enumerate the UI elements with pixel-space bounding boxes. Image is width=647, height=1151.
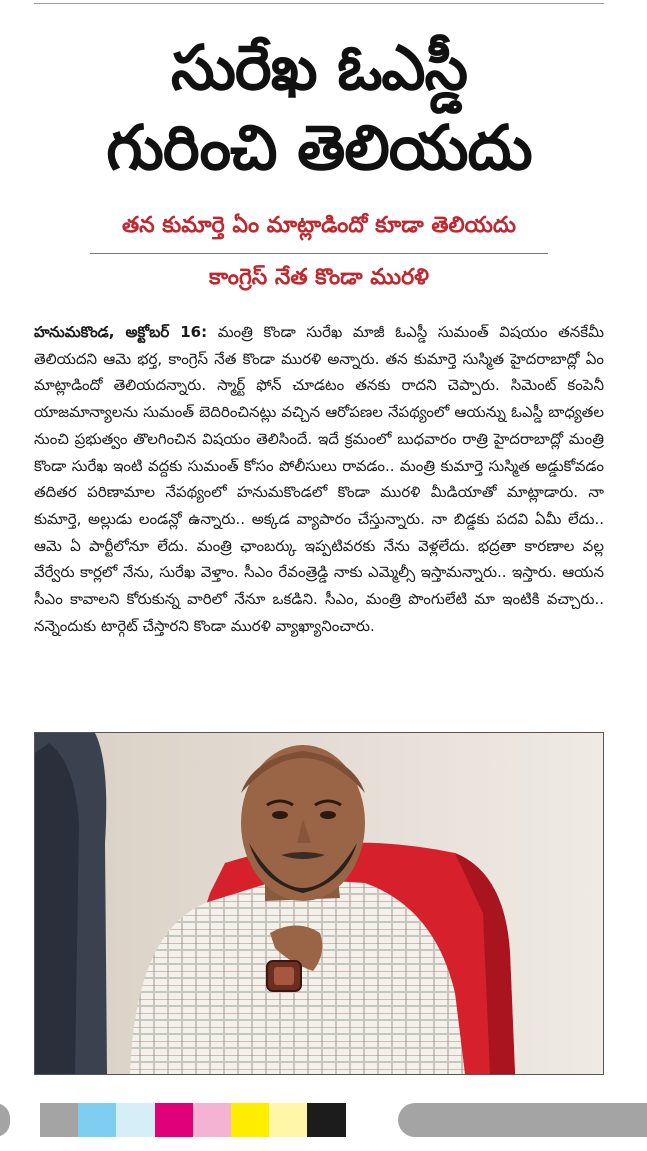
color-swatch <box>193 1103 231 1137</box>
article-body <box>34 319 604 724</box>
dateline: హనుమకొండ, అక్టోబర్ 16: <box>34 323 208 341</box>
print-registration-bar <box>0 1103 647 1137</box>
color-swatch <box>231 1103 269 1137</box>
headline-line-2: గురించి తెలియదు <box>106 111 532 184</box>
attribution: కాంగ్రెస్ నేత కొండా మురళి <box>208 265 430 290</box>
reg-pill-right <box>398 1103 647 1137</box>
color-swatch <box>269 1103 307 1137</box>
subheadline: తన కుమార్తె ఏం మాట్లాడిందో కూడా తెలియదు <box>121 213 517 238</box>
divider <box>90 253 548 254</box>
portrait-illustration <box>35 733 603 1074</box>
color-swatch <box>40 1103 78 1137</box>
color-swatch <box>116 1103 154 1137</box>
news-photo <box>34 732 604 1075</box>
headline <box>34 28 604 188</box>
top-rule <box>34 0 604 4</box>
headline-line-1: సురేఖ ఓఎస్డీ <box>170 31 468 104</box>
color-swatch <box>155 1103 193 1137</box>
color-swatch <box>307 1103 345 1137</box>
color-swatch <box>78 1103 116 1137</box>
reg-pill-left <box>0 1103 10 1137</box>
body-text: మంత్రి కొండా సురేఖ మాజీ ఓఎస్డీ సుమంత్ విషయం తనకేమీ తెలియదని ఆమె భర్త, కాంగ్రెస్ నేత కొండా మురళి అన్నారు. తన కుమార్తె సుస్మిత హైదరాబాద్లో ఏం మాట్లాడిందో తెలియదన్నారు. స్మార్ట్ ఫోన్ చూడటం తనకు రాదని చెప్పారు. సిమెంట్ కంపెనీ యాజమాన్యాలను సుమంత్ బెదిరించినట్లు వచ్చిన ఆరోపణల నేపథ్యంలో ఆయన్ను ఓఎస్డీ బాధ్యతల నుంచి ప్రభుత్వం తొలగించిన విషయం తెలిసిందే. ఇదే క్రమంలో బుధవారం రాత్రి హైదరాబాద్లో మంత్రి కొండా సురేఖ ఇంటి వద్దకు సుమంత్ కోసం పోలీసులు రావడం.. మంత్రి కుమార్తె సుస్మిత అడ్డుకోవడం తదితర పరిణామాల నేపథ్యంలో హనుమకొండలో కొండా మురళి మీడియాతో మాట్లాడారు. నా కుమార్తె, అల్లుడు లండన్లో ఉన్నారు.. అక్కడ వ్యాపారం చేస్తున్నారు. నా బిడ్డకు పదవి ఏమీ లేదు.. ఆమె ఏ పార్టీలోనూ లేదు. మంత్రి ఛాంబర్కు ఇప్పటివరకు నేను వెళ్లలేదు. భద్రతా కారణాల వల్ల వేర్వేరు కార్లలో నేను, సురేఖ వెళ్తాం. సీఎం రేవంత్రెడ్డి నాకు ఎమ్మెల్సీ ఇస్తామన్నారు.. ఇస్తారు. ఆయన సీఎం కావాలని కోరుకున్న వారిలో నేనూ ఒకడిని. సీఎం, మంత్రి పొంగులేటి మా ఇంటికి వచ్చారు.. నన్నెందుకు టార్గెట్ చేస్తారని కొండా మురళి వ్యాఖ్యానించారు. <box>34 323 604 635</box>
